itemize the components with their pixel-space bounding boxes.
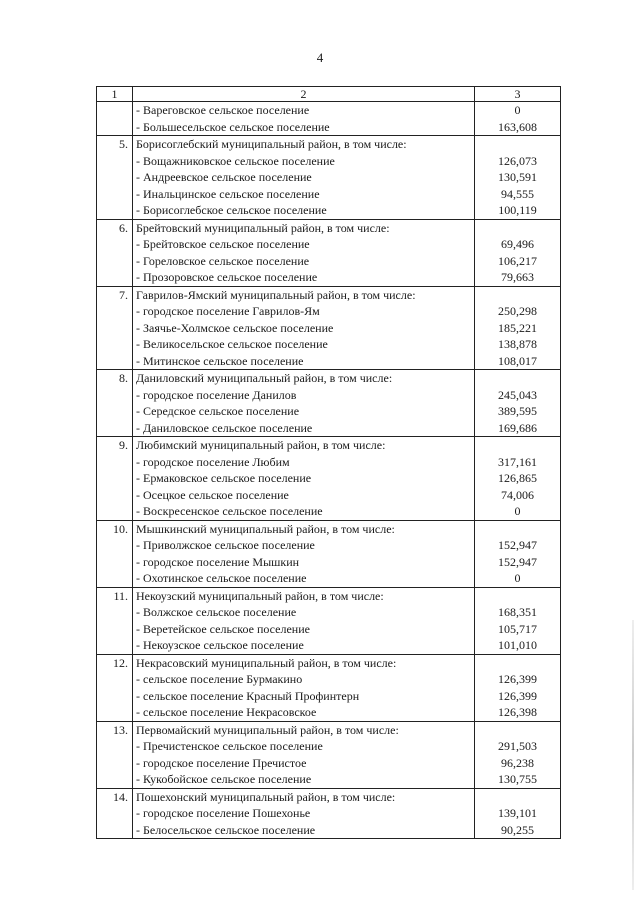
row-number-cell <box>97 102 133 136</box>
table-row-district <box>97 587 561 654</box>
row-name-cell-line: - Вощажниковское сельское поселение <box>136 153 335 168</box>
table-row-district <box>97 437 561 521</box>
row-number-cell-line: 11. <box>113 588 128 603</box>
row-name-cell-line: Борисоглебский муниципальный район, в том числе: <box>136 137 407 151</box>
row-name-cell-line: - Борисоглебское сельское поселение <box>136 203 327 217</box>
row-number-cell <box>97 654 133 721</box>
row-value-cell <box>475 136 561 220</box>
row-name-cell-line: - Веретейское сельское поселение <box>136 621 310 636</box>
row-name-cell-line: - Большесельское сельское поселение <box>136 119 330 134</box>
row-name-cell-line: - Великосельское сельское поселение <box>136 337 328 351</box>
table-row-district <box>97 520 561 587</box>
row-value-cell-line: 126,399 <box>498 688 537 703</box>
row-number-cell-line <box>100 102 128 119</box>
row-value-cell <box>475 219 561 286</box>
row-number-cell <box>97 219 133 286</box>
row-number-cell <box>97 520 133 587</box>
row-value-cell-line: 130,591 <box>498 170 537 184</box>
row-name-cell <box>133 136 475 220</box>
row-name-cell-line: - городское поселение Пошехонье <box>136 806 311 820</box>
table-header-row <box>97 87 561 102</box>
row-number-cell-line: 13. <box>113 722 128 737</box>
row-name-cell-line: - Даниловское сельское поселение <box>136 420 313 435</box>
row-number-cell-line: 8. <box>119 371 128 385</box>
row-value-cell-line: 0 <box>514 504 521 518</box>
row-value-cell-line: 152,947 <box>498 538 537 552</box>
row-value-cell-line: 108,017 <box>498 353 537 368</box>
row-value-cell-line: 94,555 <box>501 186 534 201</box>
row-value-cell-line: 139,101 <box>498 806 537 820</box>
row-name-cell-line: Пошехонский муниципальный район, в том числе: <box>136 789 396 804</box>
row-number-cell-line: 9. <box>119 438 128 452</box>
row-name-cell <box>133 587 475 654</box>
row-name-cell-line: - Середское сельское поселение <box>136 404 300 418</box>
row-value-cell <box>475 654 561 721</box>
row-value-cell-line: 126,073 <box>498 153 537 168</box>
row-number-cell <box>97 136 133 220</box>
row-name-cell-line: Гаврилов-Ямский муниципальный район, в том числе: <box>136 287 416 302</box>
row-value-cell-line: 90,255 <box>501 822 534 837</box>
row-value-cell-line: 101,010 <box>498 638 537 652</box>
row-value-cell-line: 0 <box>514 103 521 117</box>
row-name-cell <box>133 654 475 721</box>
row-value-cell-line: 126,865 <box>498 471 537 485</box>
row-name-cell-line: - Вареговское сельское поселение <box>136 103 310 117</box>
table-row-continuation <box>97 102 561 136</box>
row-value-cell-line: 169,686 <box>498 420 537 435</box>
row-name-cell <box>133 370 475 437</box>
row-value-cell-line <box>478 521 557 538</box>
row-number-cell-line: 12. <box>113 655 128 670</box>
row-name-cell-line: Даниловский муниципальный район, в том числе: <box>136 371 393 385</box>
row-name-cell-line: - сельское поселение Красный Профинтерн <box>136 688 360 703</box>
row-name-cell-line: - городское поселение Пречистое <box>136 755 307 770</box>
row-value-cell-line: 105,717 <box>498 621 537 636</box>
table-row-district <box>97 286 561 370</box>
row-value-cell <box>475 788 561 839</box>
row-value-cell-line: 74,006 <box>501 487 534 502</box>
row-name-cell <box>133 721 475 788</box>
row-value-cell-line: 291,503 <box>498 739 537 753</box>
budget-table-container <box>96 86 560 839</box>
row-name-cell-line: - Кукобойское сельское поселение <box>136 772 312 786</box>
row-name-cell-line: Мышкинский муниципальный район, в том числе: <box>136 521 395 536</box>
table-row-district <box>97 370 561 437</box>
table-row-district <box>97 788 561 839</box>
row-value-cell <box>475 520 561 587</box>
row-value-cell-line: 0 <box>514 571 521 585</box>
row-number-cell <box>97 587 133 654</box>
row-value-cell-line <box>478 370 557 387</box>
row-name-cell-line: - Андреевское сельское поселение <box>136 170 312 184</box>
row-value-cell-line: 106,217 <box>498 253 537 268</box>
row-value-cell-line: 96,238 <box>501 755 534 770</box>
row-number-cell-line: 14. <box>113 789 128 804</box>
row-value-cell-line: 245,043 <box>498 387 537 402</box>
row-name-cell-line: - Пречистенское сельское поселение <box>136 739 323 753</box>
table-body <box>97 102 561 839</box>
row-value-cell-line: 389,595 <box>498 404 537 418</box>
row-value-cell-line: 126,398 <box>498 705 537 719</box>
row-value-cell <box>475 286 561 370</box>
row-name-cell-line: - Воскресенское сельское поселение <box>136 504 323 518</box>
row-name-cell-line: - сельское поселение Бурмакино <box>136 672 303 686</box>
page-number: 4 <box>316 50 324 65</box>
row-value-cell <box>475 370 561 437</box>
budget-table <box>96 86 561 839</box>
row-value-cell-line <box>478 220 557 237</box>
row-value-cell-line <box>478 588 557 605</box>
row-value-cell-line: 69,496 <box>501 237 534 251</box>
row-value-cell-line: 185,221 <box>498 320 537 335</box>
row-name-cell-line: - Митинское сельское поселение <box>136 353 304 368</box>
row-value-cell-line <box>478 287 557 304</box>
row-name-cell-line: Первомайский муниципальный район, в том числе: <box>136 722 399 737</box>
row-name-cell-line: - Прозоровское сельское поселение <box>136 270 318 284</box>
row-value-cell-line: 126,399 <box>498 672 537 686</box>
row-name-cell <box>133 520 475 587</box>
row-name-cell-line: Брейтовский муниципальный район, в том числе: <box>136 220 390 235</box>
row-number-cell-line: 5. <box>119 137 128 151</box>
table-row-district <box>97 219 561 286</box>
row-name-cell <box>133 437 475 521</box>
row-value-cell-line: 250,298 <box>498 304 537 318</box>
row-number-cell <box>97 437 133 521</box>
row-value-cell-line <box>478 655 557 672</box>
row-name-cell <box>133 102 475 136</box>
row-name-cell-line: Любимский муниципальный район, в том числе: <box>136 438 386 452</box>
row-name-cell-line: - сельское поселение Некрасовское <box>136 705 317 719</box>
row-name-cell-line: - городское поселение Данилов <box>136 387 297 402</box>
scan-edge-mark <box>632 620 634 890</box>
row-number-cell-line: 10. <box>113 521 128 536</box>
row-name-cell-line: - Охотинское сельское поселение <box>136 571 307 585</box>
row-value-cell-line <box>478 136 557 153</box>
row-name-cell-line: - Приволжское сельское поселение <box>136 538 315 552</box>
row-name-cell-line: - Брейтовское сельское поселение <box>136 237 310 251</box>
row-value-cell-line <box>478 437 557 454</box>
row-value-cell-line: 168,351 <box>498 605 537 619</box>
row-name-cell <box>133 219 475 286</box>
row-name-cell-line: - городское поселение Мышкин <box>136 554 300 569</box>
header-col-name: 2 <box>133 87 475 102</box>
table-row-district <box>97 654 561 721</box>
row-name-cell-line: - Белосельское сельское поселение <box>136 822 316 837</box>
row-number-cell <box>97 370 133 437</box>
row-number-cell <box>97 286 133 370</box>
row-value-cell-line: 138,878 <box>498 337 537 351</box>
row-name-cell-line: - Заячье-Холмское сельское поселение <box>136 320 334 335</box>
row-value-cell-line: 100,119 <box>498 203 537 217</box>
row-name-cell-line: Некрасовский муниципальный район, в том числе: <box>136 655 397 670</box>
header-col-number: 1 <box>97 87 133 102</box>
row-value-cell-line <box>478 722 557 739</box>
row-name-cell-line: - городское поселение Любим <box>136 454 290 469</box>
row-number-cell <box>97 788 133 839</box>
row-name-cell-line: - Осецкое сельское поселение <box>136 487 289 502</box>
row-number-cell-line: 7. <box>119 287 128 302</box>
row-name-cell <box>133 286 475 370</box>
row-number-cell-line: 6. <box>119 220 128 235</box>
row-value-cell-line: 152,947 <box>498 554 537 569</box>
row-name-cell-line: - Гореловское сельское поселение <box>136 253 310 268</box>
row-value-cell <box>475 437 561 521</box>
row-value-cell <box>475 102 561 136</box>
row-value-cell-line: 163,608 <box>498 119 537 134</box>
row-name-cell-line: - Ермаковское сельское поселение <box>136 471 312 485</box>
row-value-cell <box>475 721 561 788</box>
table-row-district <box>97 721 561 788</box>
row-name-cell-line: - Инальцинское сельское поселение <box>136 186 320 201</box>
row-value-cell <box>475 587 561 654</box>
row-name-cell-line: - Волжское сельское поселение <box>136 605 297 619</box>
row-name-cell-line: - Некоузское сельское поселение <box>136 638 304 652</box>
row-value-cell-line: 79,663 <box>501 270 534 284</box>
header-col-value: 3 <box>475 87 561 102</box>
row-name-cell-line: - городское поселение Гаврилов-Ям <box>136 304 320 318</box>
row-number-cell <box>97 721 133 788</box>
table-row-district <box>97 136 561 220</box>
row-value-cell-line: 317,161 <box>498 454 537 469</box>
row-name-cell <box>133 788 475 839</box>
row-name-cell-line: Некоузский муниципальный район, в том числе: <box>136 588 384 603</box>
row-value-cell-line: 130,755 <box>498 772 537 786</box>
row-value-cell-line <box>478 789 557 806</box>
